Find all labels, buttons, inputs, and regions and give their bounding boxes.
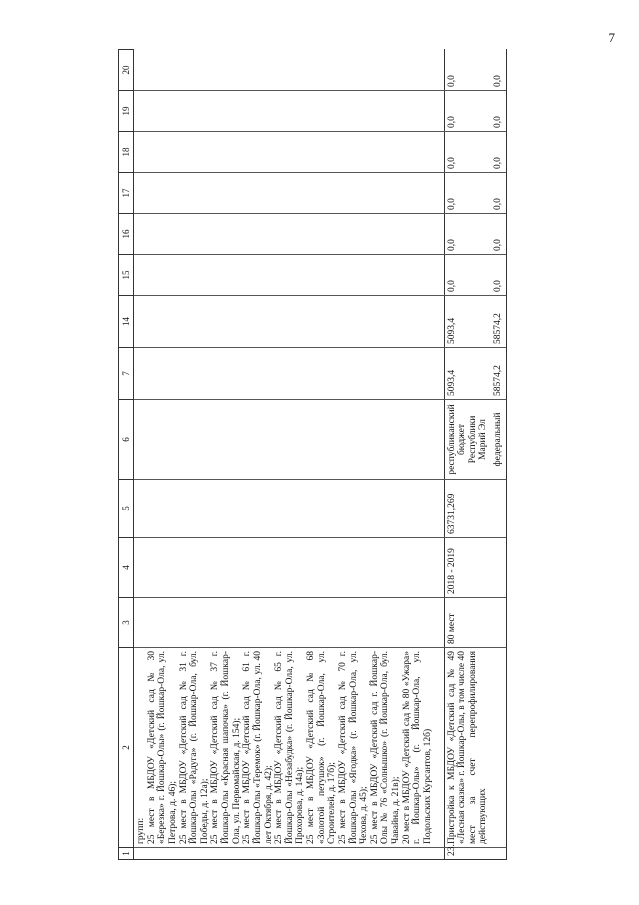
col-header-2: 2 xyxy=(119,648,134,848)
cell-funding-source: федеральный xyxy=(491,400,506,480)
col-header-18: 18 xyxy=(119,132,134,173)
desc-line: 25 мест в МБДОУ «Детский сад № 68 «Золотой петушок» (г. Йошкар-Ола, ул. Строителей, д. 17б); xyxy=(306,651,338,844)
cell-value-14: 58574,2 xyxy=(491,296,506,348)
cell-value-18: 0,0 xyxy=(444,132,491,173)
desc-line: 25 мест в МБДОУ «Детский сад № 37 г. Йошкар-Олы «Красная шапочка» (г. Йошкар-Ола, ул. Первомайская, д. 154); xyxy=(210,651,242,844)
cell-value-15: 0,0 xyxy=(491,255,506,296)
col-header-5: 5 xyxy=(119,480,134,538)
cell-empty xyxy=(134,538,445,598)
desc-line: групп: xyxy=(136,817,146,844)
table-row-continued xyxy=(134,50,445,860)
col-header-4: 4 xyxy=(119,538,134,598)
cell-total: 5093,4 xyxy=(444,348,491,400)
cell-empty xyxy=(134,50,445,91)
col-header-16: 16 xyxy=(119,214,134,255)
cell-empty xyxy=(134,91,445,132)
cell-empty xyxy=(491,598,506,648)
desc-line: 25 мест в МБДОУ «Детский сад № 65 г. Йошкар-Олы «Незабудка» (г. Йошкар-Ола, ул. Прохорова, д. 14а); xyxy=(274,651,306,844)
cell-value-17: 0,0 xyxy=(491,173,506,214)
table-row-23-federal xyxy=(491,50,506,860)
col-header-7: 7 xyxy=(119,348,134,400)
desc-line: 25 мест в МБДОУ «Детский сад № 70 г. Йошкар-Олы «Ягодка» (г. Йошкар-Ола, ул. Чехова, д. 45); xyxy=(337,651,370,844)
cell-total: 58574,2 xyxy=(491,348,506,400)
cell-empty xyxy=(134,296,445,348)
cell-empty xyxy=(491,848,506,860)
cell-row-number xyxy=(134,848,445,860)
col-header-3: 3 xyxy=(119,598,134,648)
cell-value-15: 0,0 xyxy=(444,255,491,296)
col-header-15: 15 xyxy=(119,255,134,296)
desc-line: 25 мест в МБДОУ «Детский сад № 61 г. Йошкар-Олы «Теремок» (г. Йошкар-Ола, ул. 40 лет Октября, д. 42); xyxy=(242,651,274,844)
col-header-19: 19 xyxy=(119,91,134,132)
desc-line: 25 мест в МБДОУ «Детский сад № 30 «Березка» г. Йошкар-Олы» (г. Йошкар-Ола, ул. Петрова, д. 46); xyxy=(146,651,178,844)
cell-empty xyxy=(134,598,445,648)
header-row xyxy=(119,50,134,860)
cell-empty xyxy=(134,214,445,255)
cell-object-description xyxy=(134,648,445,848)
cell-empty xyxy=(134,255,445,296)
cell-value-19: 0,0 xyxy=(444,91,491,132)
cell-value-16: 0,0 xyxy=(444,214,491,255)
cell-capacity: 80 мест xyxy=(444,598,491,648)
cell-empty xyxy=(491,648,506,848)
cell-estimated-cost: 63731,269 xyxy=(444,480,491,538)
cell-empty xyxy=(134,348,445,400)
desc-line: 20 мест в МБДОУ «Детский сад № 80 «Ужара» г. Йошкар-Олы» (г. Йошкар-Ола, ул. Подольских Курсантов, 12б) xyxy=(401,651,433,844)
cell-value-20: 0,0 xyxy=(444,50,491,91)
cell-value-20: 0,0 xyxy=(491,50,506,91)
cell-value-18: 0,0 xyxy=(491,132,506,173)
cell-empty xyxy=(134,173,445,214)
desc-line: 25 мест в МБДОУ «Детский сад № 31 г. Йошкар-Олы «Радуга» (г. Йошкар-Ола, бул. Победы, д. 12а); xyxy=(178,651,210,844)
col-header-20: 20 xyxy=(119,50,134,91)
page-number: 7 xyxy=(608,30,615,45)
col-header-6: 6 xyxy=(119,400,134,480)
desc-line: 25 мест в МБДОУ «Детский сад г. Йошкар-Олы № 76 «Солнышко» (г. Йошкар-Ола, бул. Чавайна, д. 21в); xyxy=(369,651,401,844)
cell-empty xyxy=(134,400,445,480)
cell-empty xyxy=(134,480,445,538)
cell-value-14: 5093,4 xyxy=(444,296,491,348)
cell-value-16: 0,0 xyxy=(491,214,506,255)
col-header-14: 14 xyxy=(119,296,134,348)
cell-empty xyxy=(134,132,445,173)
cell-empty xyxy=(491,480,506,538)
rotated-table-wrapper xyxy=(118,50,638,860)
col-header-17: 17 xyxy=(119,173,134,214)
table-row-23 xyxy=(444,50,491,860)
cell-years: 2018 - 2019 xyxy=(444,538,491,598)
cell-row-number: 23. xyxy=(444,848,491,860)
cell-value-19: 0,0 xyxy=(491,91,506,132)
cell-value-17: 0,0 xyxy=(444,173,491,214)
cell-empty xyxy=(491,538,506,598)
budget-table xyxy=(118,49,507,860)
cell-object-description: Пристройка к МБДОУ «Детский сад № 49 «Лесная сказка» г. Йошкар-Олы, в том числе 40 мест за счет перепрофилирования действующих xyxy=(444,648,491,848)
cell-funding-source: республиканский бюджет Республики Марий Эл xyxy=(444,400,491,480)
col-header-1: 1 xyxy=(119,848,134,860)
